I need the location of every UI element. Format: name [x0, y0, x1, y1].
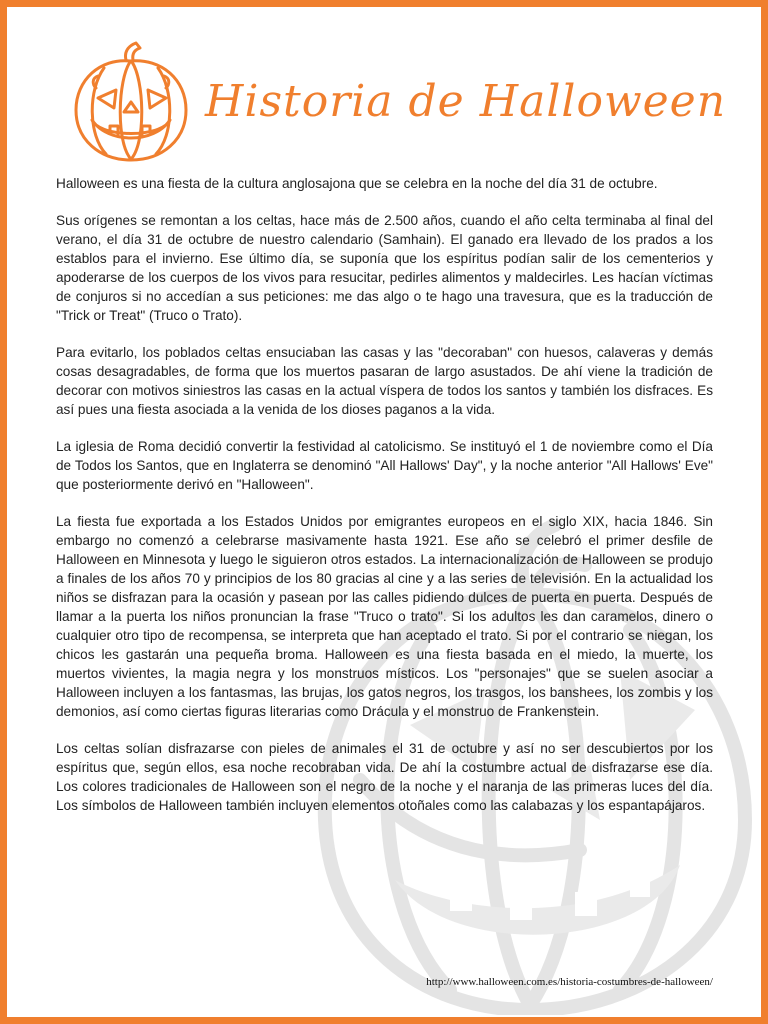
paragraph: La fiesta fue exportada a los Estados Unidos por emigrantes europeos en el siglo XIX, hacia 1846. Sin embargo no comenzó a celebrarse masivamente hasta 1921. Ese año se celebró el primer desfile de Halloween en Minnesota y luego le siguieron otros estados. La internacionalización de Halloween se produjo a finales de los años 70 y principios de los 80 gracias al cine y a las series de televisión. En la actualidad los niños se disfrazan para la ocasión y pasean por las calles pidiendo dulces de puerta en puerta. Después de llamar a la puerta los niños pronuncian la frase "Truco o trato". Si los adultos les dan caramelos, dinero o cualquier otro tipo de recompensa, se interpreta que han aceptado el trato. Si por el contrario se niegan, los chicos les gastarán una pequeña broma. Halloween es una fiesta basada en el miedo, la muerte, los muertos vivientes, la magia negra y los monstruos místicos. Los "personajes" que se suelen asociar a Halloween incluyen a los fantasmas, las brujas, los gatos negros, los trasgos, los banshees, los zombis y los demonios, así como ciertas figuras literarias como Drácula y el monstruo de Frankenstein. [56, 514, 713, 719]
paragraph: Sus orígenes se remontan a los celtas, hace más de 2.500 años, cuando el año celta terminaba al final del verano, el día 31 de octubre de nuestro calendario (Samhain). El ganado era llevado de los prados a los establos para el invierno. Ese último día, se suponía que los espíritus podían salir de los cementerios y apoderarse de los cuerpos de los vivos para resucitar, pedirles alimentos y maldecirles. Les hacían víctimas de conjuros si no accedían a sus peticiones: me das algo o te hago una travesura, que es la traducción de "Trick or Treat" (Truco o Trato). [56, 213, 713, 323]
page-title: Historia de Halloween [205, 76, 727, 127]
jack-o-lantern-icon [70, 40, 192, 162]
paragraph: Para evitarlo, los poblados celtas ensuciaban las casas y las "decoraban" con huesos, calaveras y demás cosas desagradables, de forma que los muertos pasaran de largo asustados. De ahí viene la tradición de decorar con motivos siniestros las casas en la actual víspera de todos los santos y también los disfraces. Es así pues una fiesta asociada a la venida de los dioses paganos a la vida. [56, 345, 713, 417]
paragraph: Halloween es una fiesta de la cultura anglosajona que se celebra en la noche del día 31 de octubre. [56, 176, 658, 191]
article-body [56, 174, 713, 833]
paragraph: La iglesia de Roma decidió convertir la festividad al catolicismo. Se instituyó el 1 de noviembre como el Día de Todos los Santos, que en Inglaterra se denominó "All Hallows' Day", y la noche anterior "All Hallows' Eve" que posteriormente derivó en "Halloween". [56, 439, 713, 492]
source-url: http://www.halloween.com.es/historia-costumbres-de-halloween/ [426, 976, 713, 988]
paragraph: Los celtas solían disfrazarse con pieles de animales el 31 de octubre y así no ser descubiertos por los espíritus que, según ellos, esa noche recobraban vida. De ahí la costumbre actual de disfrazarse ese día. Los colores tradicionales de Halloween son el negro de la noche y el naranja de las primeras luces del día. Los símbolos de Halloween también incluyen elementos otoñales como las calabazas y los espantapájaros. [56, 741, 713, 813]
